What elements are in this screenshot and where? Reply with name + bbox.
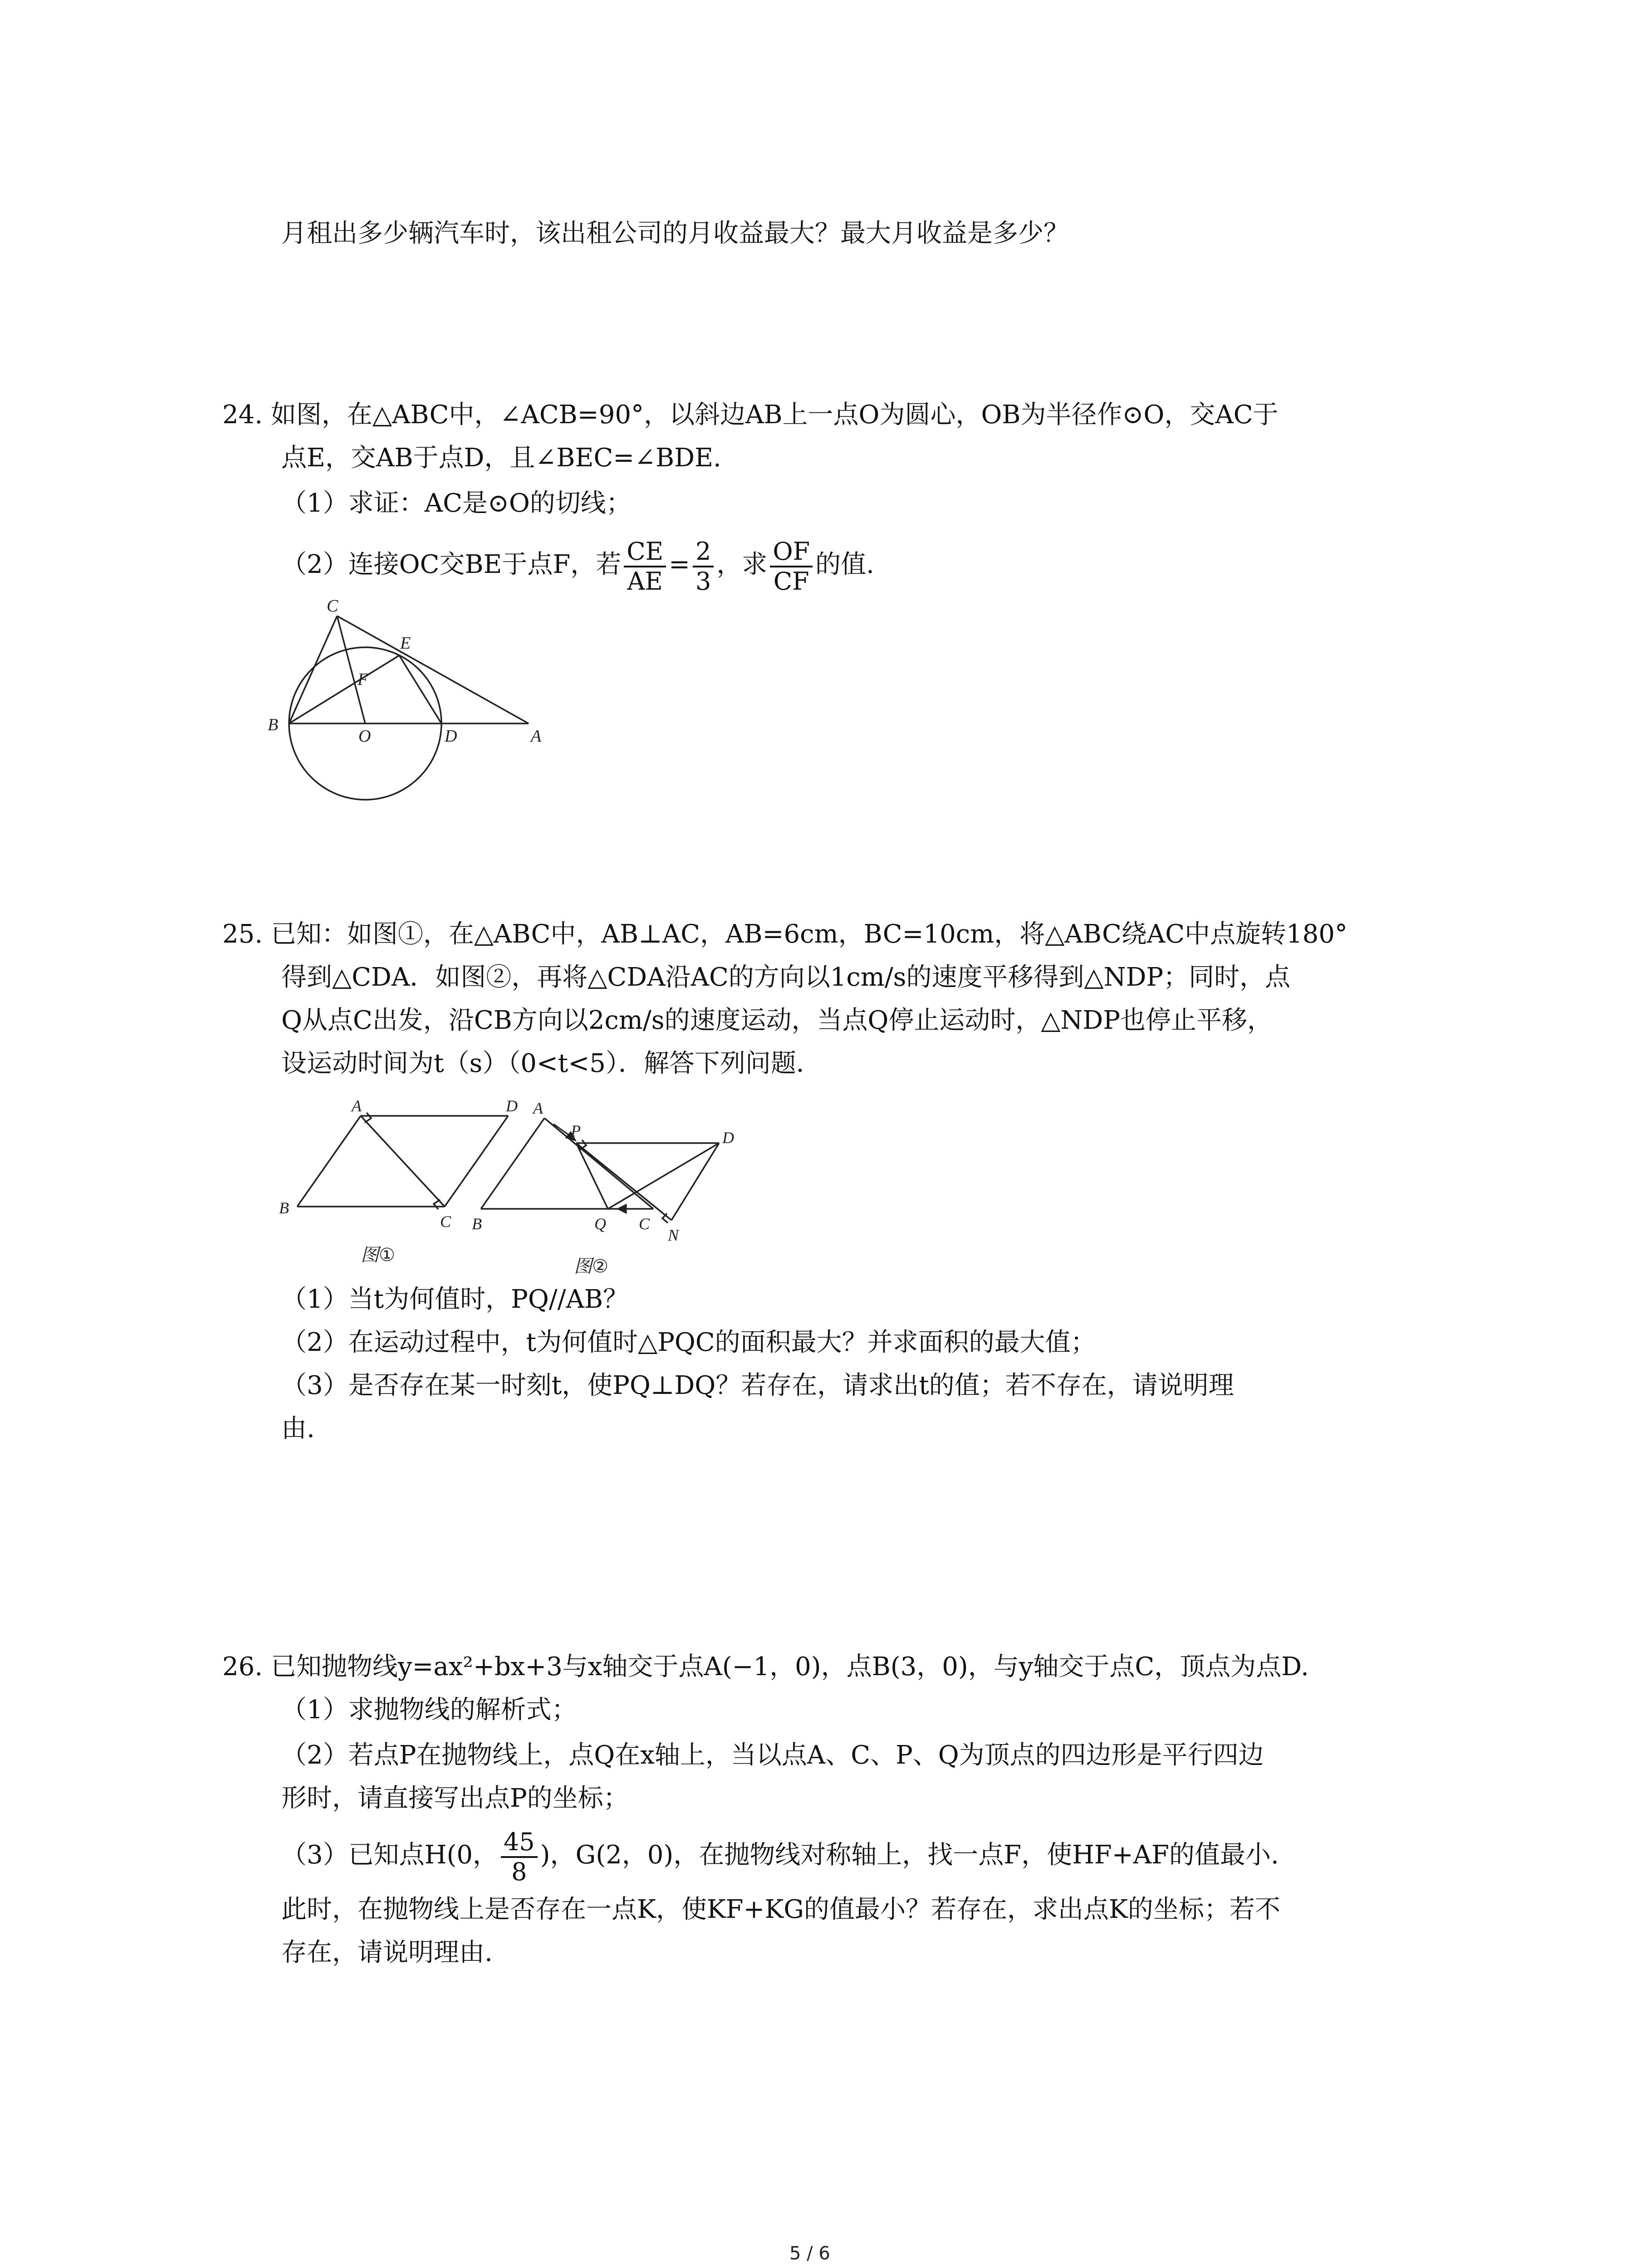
q25-stem-line3: Q从点C出发，沿CB方向以2cm/s的速度运动，当点Q停止运动时，△NDP也停止平移， <box>281 1006 1273 1035</box>
fraction-denominator: CF <box>773 567 809 596</box>
fraction-denominator: AE <box>627 567 663 596</box>
label-a: A <box>533 1099 543 1117</box>
fraction-ce-ae <box>624 538 666 596</box>
fraction-numerator: 45 <box>501 1828 538 1858</box>
segment-ac <box>361 1116 445 1207</box>
q25-part2: （2）在运动过程中，t为何值时△PQC的面积最大？并求面积的最大值； <box>281 1328 1096 1357</box>
fraction-denominator: 8 <box>511 1857 527 1886</box>
fraction-numerator: CE <box>624 538 666 567</box>
segment-qd <box>608 1143 719 1209</box>
q26-part3-line1 <box>281 1821 1279 1889</box>
q24-part2-middle: ，求 <box>716 550 768 579</box>
q25-stem-line2: 得到△CDA．如图②，再将△CDA沿AC的方向以1cm/s的速度平移得到△NDP；同时，点 <box>281 963 1291 992</box>
fraction-denominator: 3 <box>695 567 711 596</box>
prev-question-tail: 月租出多少辆汽车时，该出租公司的月收益最大？最大月收益是多少？ <box>281 219 1069 248</box>
q26-part3-suffix: )，G(2，0)，在抛物线对称轴上，找一点F，使HF+AF的值最小. <box>540 1840 1279 1870</box>
q26-part3-prefix: （3）已知点H(0， <box>281 1840 498 1870</box>
q25-part1: （1）当t为何值时，PQ//AB？ <box>281 1285 629 1314</box>
q24-circle-figure <box>268 594 558 803</box>
fig1-caption: 图① <box>361 1245 395 1266</box>
fraction-45-8 <box>501 1828 538 1886</box>
segment-be <box>289 655 399 723</box>
segment-ac <box>544 1118 653 1209</box>
q25-part3-line2: 由. <box>281 1414 315 1443</box>
q24-stem-line1: 24. 如图，在△ABC中，∠ACB=90°，以斜边AB上一点O为圆心，OB为半径作⊙O，交AC于 <box>222 400 1279 430</box>
q24-part2-prefix: （2）连接OC交BE于点F，若 <box>281 550 622 579</box>
fig2-caption: 图② <box>574 1256 608 1277</box>
label-a: A <box>352 1098 362 1115</box>
right-angle-mark-n <box>662 1213 668 1223</box>
q24-stem-line2: 点E，交AB于点D，且∠BEC=∠BDE. <box>281 443 721 473</box>
label-d: D <box>445 727 457 746</box>
label-c: C <box>440 1212 451 1231</box>
segment-dn <box>671 1143 719 1220</box>
label-c: C <box>639 1215 650 1233</box>
right-angle-mark-p <box>580 1140 586 1150</box>
fraction-2-3 <box>693 538 714 596</box>
fraction-numerator: 2 <box>693 538 714 567</box>
q25-stem-line4: 设运动时间为t（s）（0<t<5）．解答下列问题． <box>281 1049 822 1078</box>
q26-stem: 26. 已知抛物线y=ax²+bx+3与x轴交于点A(−1，0)，点B(3，0)，与y轴交于点C，顶点为点D. <box>222 1652 1309 1681</box>
segment-pq <box>576 1143 608 1209</box>
segment-ab <box>481 1118 544 1209</box>
segment-ab <box>297 1116 361 1207</box>
fraction-of-cf <box>770 538 813 596</box>
q26-part1: （1）求抛物线的解析式； <box>281 1695 577 1725</box>
arrow-q-head <box>618 1205 626 1213</box>
label-o: O <box>358 727 371 746</box>
right-angle-mark-c <box>434 1200 440 1209</box>
label-d: D <box>506 1098 518 1115</box>
q25-figure-2 <box>472 1098 753 1288</box>
label-d: D <box>722 1129 734 1147</box>
label-b: B <box>472 1215 482 1233</box>
label-p: P <box>571 1122 581 1140</box>
q24-part2-suffix: 的值. <box>815 550 874 579</box>
label-f: F <box>358 670 368 689</box>
q24-part2 <box>281 531 874 599</box>
segment-cb <box>289 616 337 723</box>
label-e: E <box>400 634 411 653</box>
page-number: 5 / 6 <box>789 2243 830 2264</box>
q26-part3-line3: 存在，请说明理由. <box>281 1938 493 1967</box>
segment-ed <box>399 655 441 723</box>
label-b: B <box>268 715 279 734</box>
label-n: N <box>668 1226 679 1244</box>
q25-stem-line1: 25. 已知：如图①，在△ABC中，AB⊥AC，AB=6cm，BC=10cm，将△ABC绕AC中点旋转180° <box>222 919 1347 949</box>
right-angle-mark-a <box>365 1113 371 1123</box>
label-c: C <box>327 596 338 616</box>
q24-part1: （1）求证：AC是⊙O的切线； <box>281 489 632 518</box>
q26-part2-line2: 形时，请直接写出点P的坐标； <box>281 1784 629 1813</box>
label-b: B <box>279 1199 289 1217</box>
q25-part3-line1: （3）是否存在某一时刻t，使PQ⊥DQ？若存在，请求出t的值；若不存在，请说明理 <box>281 1371 1234 1400</box>
q26-part2-line1: （2）若点P在抛物线上，点Q在x轴上，当以点A、C、P、Q为顶点的四边形是平行四边 <box>281 1740 1264 1770</box>
fraction-numerator: OF <box>770 538 813 567</box>
label-q: Q <box>594 1215 606 1233</box>
label-a: A <box>531 727 542 746</box>
q26-part3-line2: 此时，在抛物线上是否存在一点K，使KF+KG的值最小？若存在，求出点K的坐标；若不 <box>281 1895 1280 1924</box>
equals-sign: = <box>669 550 690 579</box>
